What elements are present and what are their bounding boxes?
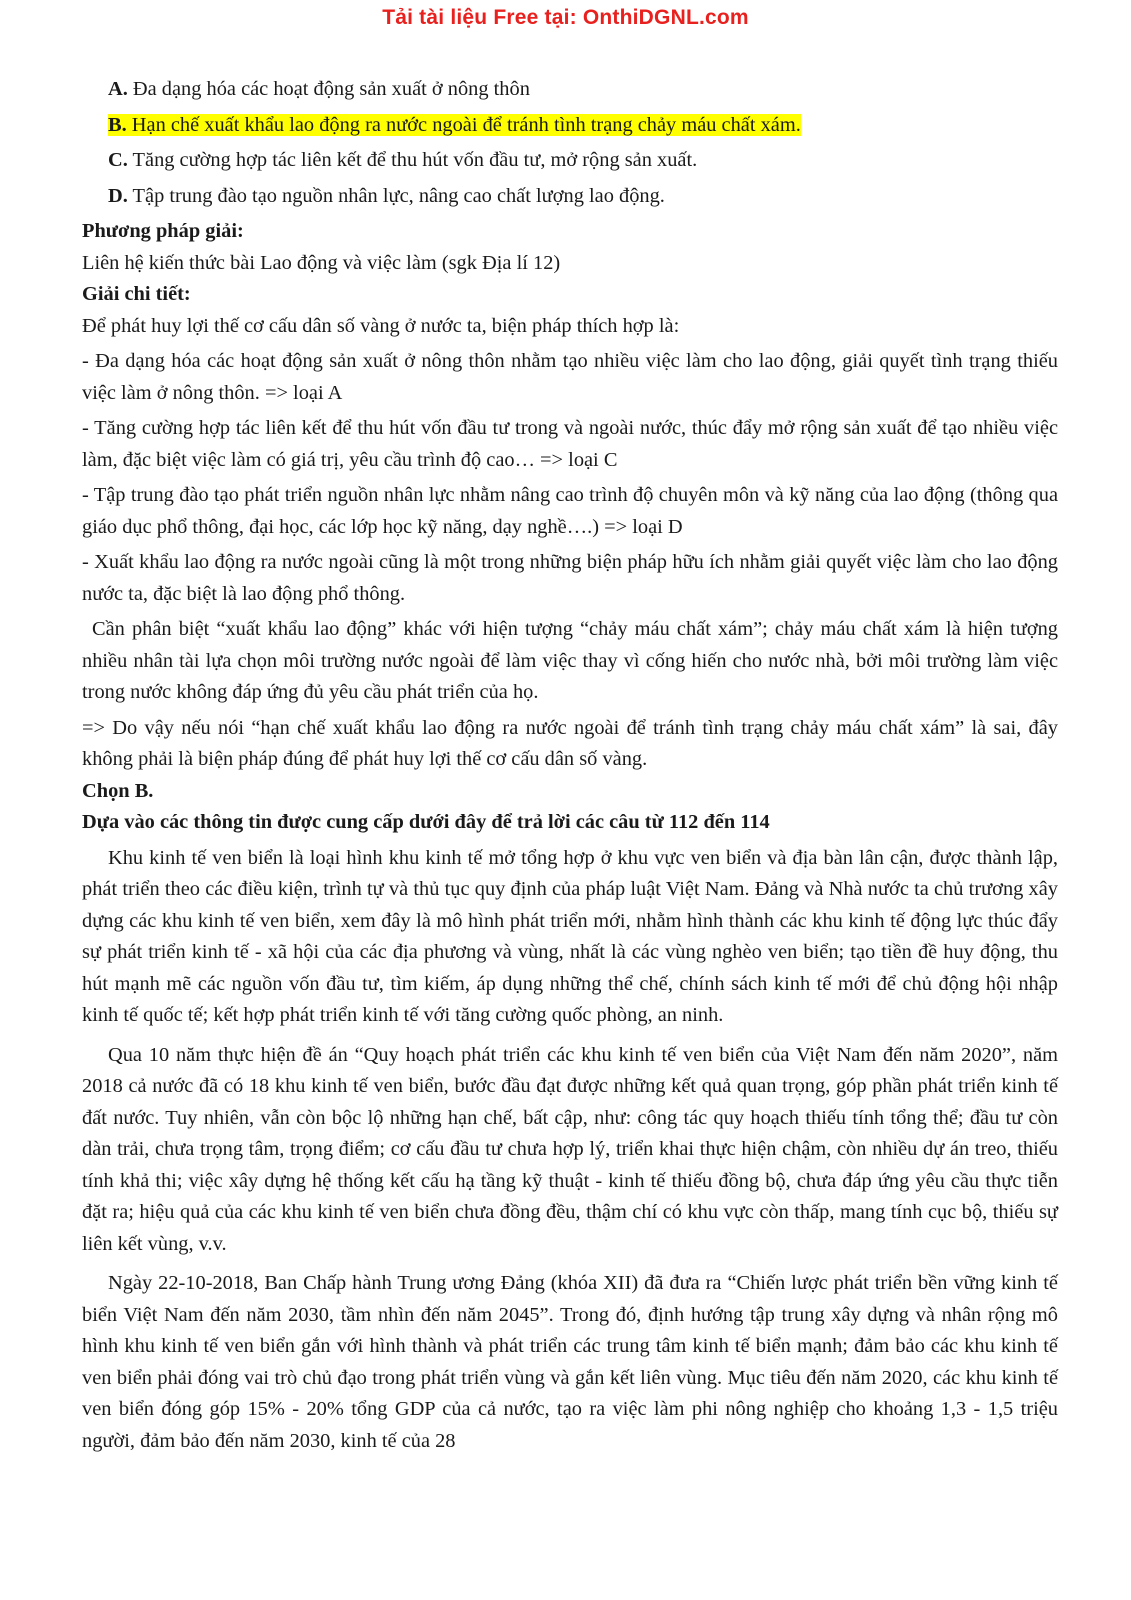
distinction-paragraph: Cần phân biệt “xuất khẩu lao động” khác với hiện tượng “chảy máu chất xám”; chảy máu chất xám là hiện tượng nhiều nhân tài lựa chọn môi trường nước ngoài để làm việc thay vì cống hiến cho nước nhà, bởi môi trường làm việc trong nước không đáp ứng đủ yêu cầu phát triển của họ. xyxy=(82,618,1058,703)
document-body xyxy=(82,74,1058,1457)
option-d-letter: D. xyxy=(108,184,128,207)
passage-paragraph-3: Ngày 22-10-2018, Ban Chấp hành Trung ương Đảng (khóa XII) đã đưa ra “Chiến lược phát triển bền vững kinh tế biển Việt Nam đến năm 2030, tầm nhìn đến năm 2045”. Trong đó, định hướng tập trung xây dựng và nhân rộng mô hình khu kinh tế ven biển gắn với hình thành và phát triển các trung tâm kinh tế biển mạnh; đảm bảo các khu kinh tế ven biển phải đóng vai trò chủ đạo trong phát triển vùng và gắn kết liên vùng. Mục tiêu đến năm 2020, các khu kinh tế ven biển đóng góp 15% - 20% tổng GDP của cả nước, tạo ra việc làm phi nông nghiệp cho khoảng 1,3 - 1,5 triệu người, đảm bảo đến năm 2030, kinh tế của 28 xyxy=(82,1272,1058,1452)
option-c xyxy=(82,145,1058,177)
option-d xyxy=(82,181,1058,213)
passage-paragraph-2: Qua 10 năm thực hiện đề án “Quy hoạch phát triển các khu kinh tế ven biển của Việt Nam đến năm 2020”, năm 2018 cả nước đã có 18 khu kinh tế ven biển, bước đầu đạt được những kết quả quan trọng, góp phần phát triển kinh tế đất nước. Tuy nhiên, vẫn còn bộc lộ những hạn chế, bất cập, như: công tác quy hoạch thiếu tính tổng thể; đầu tư còn dàn trải, chưa trọng tâm, trọng điểm; cơ cấu đầu tư chưa hợp lý, triển khai thực hiện chậm, còn nhiều dự án treo, thiếu tính khả thi; việc xây dựng hệ thống kết cấu hạ tầng kỹ thuật - kinh tế thiếu đồng bộ, chưa đáp ứng yêu cầu thực tiễn đặt ra; hiệu quả của các khu kinh tế ven biển chưa đồng đều, thậm chí có khu vực còn thấp, mang tính cục bộ, thiếu sự liên kết vùng, v.v. xyxy=(82,1043,1058,1255)
passage-heading: Dựa vào các thông tin được cung cấp dưới đây để trả lời các câu từ 112 đến 114 xyxy=(82,811,770,833)
option-a xyxy=(82,74,1058,106)
option-b-letter: B. xyxy=(108,113,127,136)
option-b xyxy=(82,110,1058,142)
option-a-letter: A. xyxy=(108,78,128,100)
conclusion-paragraph: => Do vậy nếu nói “hạn chế xuất khẩu lao động ra nước ngoài để tránh tình trạng chảy máu chất xám” là sai, đây không phải là biện pháp đúng để phát huy lợi thế cơ cấu dân số vàng. xyxy=(82,716,1058,770)
answer-label: Chọn B. xyxy=(82,779,154,802)
option-c-text: Tăng cường hợp tác liên kết để thu hút vốn đầu tư, mở rộng sản xuất. xyxy=(127,149,698,171)
detail-point-c: - Tăng cường hợp tác liên kết để thu hút vốn đầu tư trong và ngoài nước, thúc đẩy mở rộng sản xuất để tạo nhiều việc làm, đặc biệt việc làm có giá trị, yêu cầu trình độ cao… => loại C xyxy=(82,417,1058,471)
detail-point-a: - Đa dạng hóa các hoạt động sản xuất ở nông thôn nhằm tạo nhiều việc làm cho lao động, giải quyết tình trạng thiếu việc làm ở nông thôn. => loại A xyxy=(82,350,1058,404)
detail-point-export: - Xuất khẩu lao động ra nước ngoài cũng là một trong những biện pháp hữu ích nhằm giải quyết việc làm cho lao động nước ta, đặc biệt là lao động phổ thông. xyxy=(82,551,1058,605)
source-banner[interactable]: Tải tài liệu Free tại: OnthiDGNL.com xyxy=(382,6,749,29)
detail-point-d: - Tập trung đào tạo phát triển nguồn nhân lực nhằm nâng cao trình độ chuyên môn và kỹ năng của lao động (thông qua giáo dục phổ thông, đại học, các lớp học kỹ năng, dạy nghề….) => loại D xyxy=(82,484,1058,538)
detail-heading: Giải chi tiết: xyxy=(82,283,191,305)
option-b-text: Hạn chế xuất khẩu lao động ra nước ngoài để tránh tình trạng chảy máu chất xám. xyxy=(126,113,801,136)
option-c-letter: C. xyxy=(108,149,128,171)
option-d-text: Tập trung đào tạo nguồn nhân lực, nâng cao chất lượng lao động. xyxy=(127,184,665,207)
passage-paragraph-1: Khu kinh tế ven biển là loại hình khu kinh tế mở tổng hợp ở khu vực ven biển và địa bàn lân cận, được thành lập, phát triển theo các điều kiện, trình tự và thủ tục quy định của pháp luật Việt Nam. Đảng và Nhà nước ta chủ trương xây dựng các khu kinh tế ven biển, xem đây là mô hình phát triển mới, nhằm hình thành các khu kinh tế động lực thúc đẩy sự phát triển kinh tế - xã hội của các địa phương và vùng, nhất là các vùng nghèo ven biển; tạo tiền đề huy động, thu hút mạnh mẽ các nguồn vốn đầu tư, tìm kiếm, áp dụng những thể chế, chính sách kinh tế mới để chủ động hội nhập kinh tế quốc tế; kết hợp phát triển kinh tế với tăng cường quốc phòng, an ninh. xyxy=(82,846,1058,1026)
method-heading: Phương pháp giải: xyxy=(82,220,244,242)
option-a-text: Đa dạng hóa các hoạt động sản xuất ở nông thôn xyxy=(127,78,530,100)
method-text: Liên hệ kiến thức bài Lao động và việc làm (sgk Địa lí 12) xyxy=(82,251,561,274)
detail-intro: Để phát huy lợi thế cơ cấu dân số vàng ở nước ta, biện pháp thích hợp là: xyxy=(82,314,680,337)
option-b-highlight xyxy=(108,114,801,136)
